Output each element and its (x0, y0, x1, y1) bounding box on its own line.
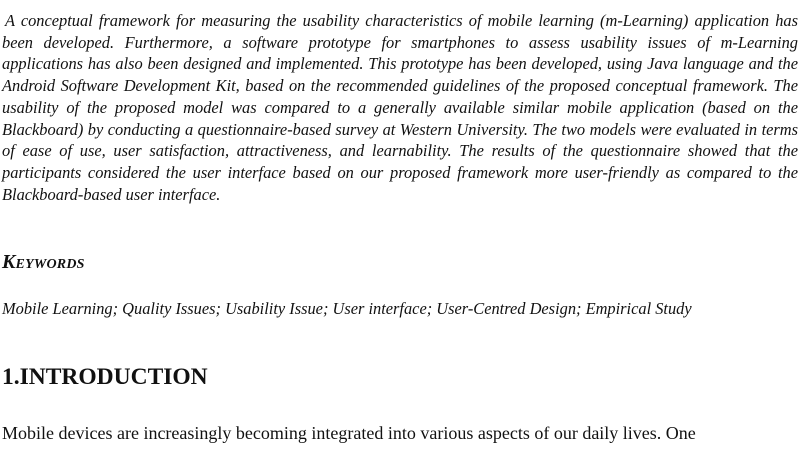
keywords-heading: Keywords (2, 251, 85, 273)
keywords-list: Mobile Learning; Quality Issues; Usability Issue; User interface; User-Centred Design; Empirical Study (2, 299, 692, 318)
introduction-heading: 1.INTRODUCTION (2, 364, 208, 390)
introduction-paragraph: Mobile devices are increasingly becoming integrated into various aspects of our daily lives. One (2, 423, 696, 443)
abstract-paragraph: A conceptual framework for measuring the usability characteristics of mobile learning (m-Learning) application has been developed. Furthermore, a software prototype for smartphones to assess usability issues of m-Learning applications has also been designed and implemented. This prototype has been developed, using Java language and the Android Software Development Kit, based on the recommended guidelines of the proposed conceptual framework. The usability of the proposed model was compared to a generally available similar mobile application (based on the Blackboard) by conducting a questionnaire-based survey at Western University. The two models were evaluated in terms of ease of use, user satisfaction, attractiveness, and learnability. The results of the questionnaire showed that the participants considered the user interface based on our proposed framework more user-friendly as compared to the Blackboard-based user interface. (2, 11, 798, 204)
